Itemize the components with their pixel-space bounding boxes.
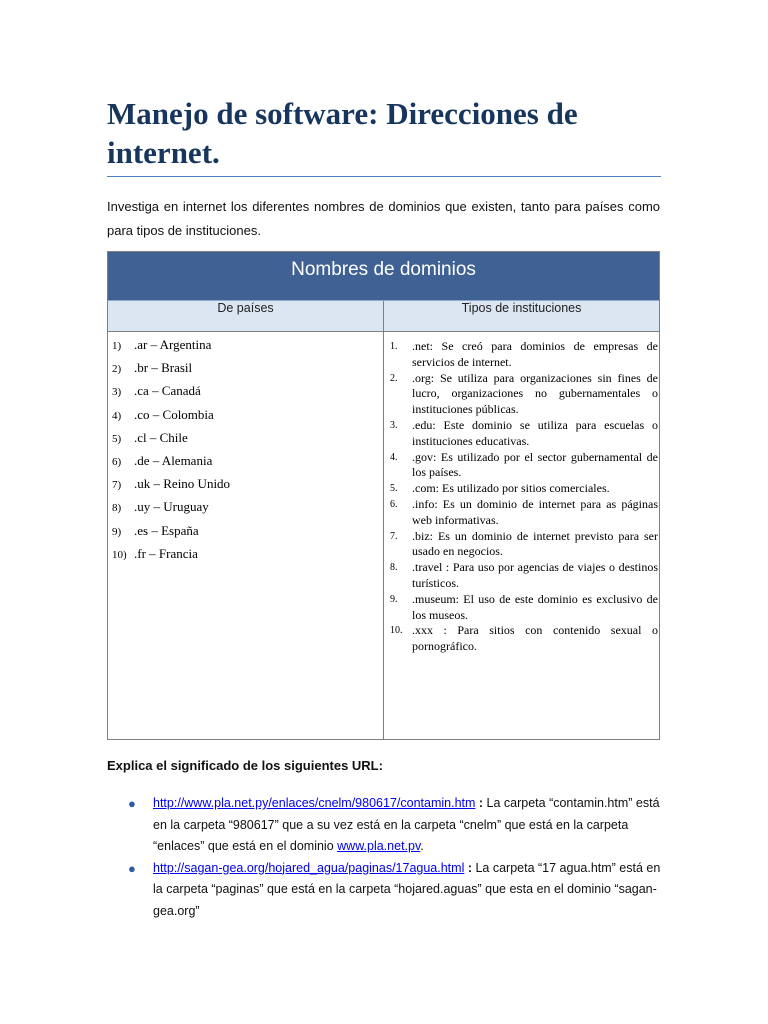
list-item [112, 499, 230, 522]
item-number: 8) [112, 502, 122, 515]
item-number: 8. [390, 562, 398, 574]
list-item [128, 793, 662, 858]
list-item [388, 529, 658, 561]
item-number: 9) [112, 525, 122, 538]
institution-domain: .travel : Para uso por agencias de viajes o destinos turísticos. [412, 560, 658, 590]
url-separator: : [475, 796, 484, 810]
country-domain: .ca – Canadá [134, 383, 201, 399]
url-explanation: La carpeta “contamin.htm” está en la carpeta “980617” que a su vez está en la carpeta “cnelm” que está en la carpeta “enlaces” que está en el dominio [153, 796, 660, 853]
institution-domain: .museum: El uso de este dominio es exclusivo de los museos. [412, 591, 658, 622]
url-link-sagan[interactable]: http://sagan-gea.org/hojared_agua/paginas/17agua.html [153, 860, 465, 875]
list-item [112, 337, 230, 360]
country-domain: .ar – Argentina [134, 337, 212, 352]
list-item [388, 371, 658, 418]
list-item [128, 858, 662, 923]
item-number: 7. [390, 530, 398, 542]
item-number: 6) [112, 455, 122, 468]
list-item [112, 523, 230, 546]
list-item [388, 481, 658, 497]
item-number: 10) [112, 548, 127, 561]
item-number: 2. [390, 372, 398, 384]
item-number: 7) [112, 479, 122, 492]
column-header-countries: De países [108, 301, 384, 331]
url-explanation-end: . [420, 839, 424, 853]
item-number: 10. [390, 625, 403, 637]
countries-column [108, 332, 384, 739]
country-domain: .uy – Uruguay [134, 499, 209, 515]
country-domain: .br – Brasil [134, 360, 193, 376]
institution-domain: .org: Se utiliza para organizaciones sin fines de lucro, organizaciones no gubernamentales o instituciones públicas. [412, 370, 658, 417]
column-header-institutions: Tipos de instituciones [461, 301, 582, 315]
list-item [112, 476, 230, 499]
list-item [388, 497, 658, 529]
item-number: 4) [112, 409, 122, 422]
list-item [388, 592, 658, 624]
table-title: Nombres de dominios [108, 252, 659, 300]
list-item [112, 430, 230, 453]
country-domain: .de – Alemania [134, 452, 213, 468]
institution-domain: .biz: Es un dominio de internet previsto para ser usado en negocios. [412, 528, 658, 559]
country-domain: .co – Colombia [134, 406, 214, 422]
item-number: 5) [112, 432, 122, 445]
domains-table [107, 251, 660, 740]
url-link-pla[interactable]: http://www.pla.net.py/enlaces/cnelm/980617/contamin.htm [153, 796, 476, 810]
institution-domain: .xxx : Para sitios con contenido sexual o pornográfico. [412, 623, 658, 654]
institution-domain-list [388, 339, 658, 655]
item-number: 5. [390, 483, 398, 495]
list-item [388, 450, 658, 482]
item-number: 9. [390, 593, 398, 605]
domain-link-pla[interactable]: www.pla.net.pv [337, 839, 421, 853]
table-body [108, 332, 659, 739]
institution-domain: .com: Es utilizado por sitios comerciales. [412, 481, 610, 496]
item-number: 3. [390, 419, 398, 431]
institution-domain: .edu: Este dominio se utiliza para escuelas o instituciones educativas. [412, 417, 658, 448]
url-list [128, 793, 662, 922]
institution-domain: .gov: Es utilizado por el sector gubernamental de los países. [412, 449, 658, 480]
list-item [388, 418, 658, 450]
title-divider [107, 176, 661, 177]
table-column-headers [108, 300, 659, 332]
list-item [112, 360, 230, 383]
url-explanation: La carpeta “17 agua.htm” está en la carpeta “paginas” que está en la carpeta “hojared.aguas” que esta en el dominio “sagan-gea.org” [153, 860, 661, 918]
country-domain: .fr – Francia [134, 545, 198, 561]
list-item [112, 383, 230, 406]
country-domain: .es – España [134, 522, 199, 538]
page-title: Manejo de software: Direcciones de internet. [107, 96, 578, 170]
institutions-column [384, 332, 659, 739]
item-number: 6. [390, 498, 398, 510]
list-item [112, 407, 230, 430]
item-number: 1. [390, 341, 398, 352]
list-item [112, 546, 230, 569]
intro-paragraph: Investiga en internet los diferentes nombres de dominios que existen, tanto para países como para tipos de instituciones. [107, 199, 660, 238]
url-separator: : [464, 860, 472, 875]
list-item [112, 453, 230, 476]
bullet-icon: ● [128, 796, 136, 811]
institution-domain: .info: Es un dominio de internet para as páginas web informativas. [412, 496, 658, 527]
list-item [388, 623, 658, 655]
country-domain-list [112, 337, 230, 569]
item-number: 1) [112, 340, 122, 352]
item-number: 4. [390, 451, 398, 463]
country-domain: .cl – Chile [134, 429, 188, 445]
item-number: 2) [112, 363, 122, 376]
institution-domain: .net: Se creó para dominios de empresas de servicios de internet. [412, 339, 658, 369]
item-number: 3) [112, 386, 122, 399]
country-domain: .uk – Reino Unido [134, 476, 231, 492]
bullet-icon: ● [128, 860, 136, 876]
list-item [388, 339, 658, 371]
list-item [388, 560, 658, 592]
explain-heading: Explica el significado de los siguientes URL: [107, 758, 383, 773]
